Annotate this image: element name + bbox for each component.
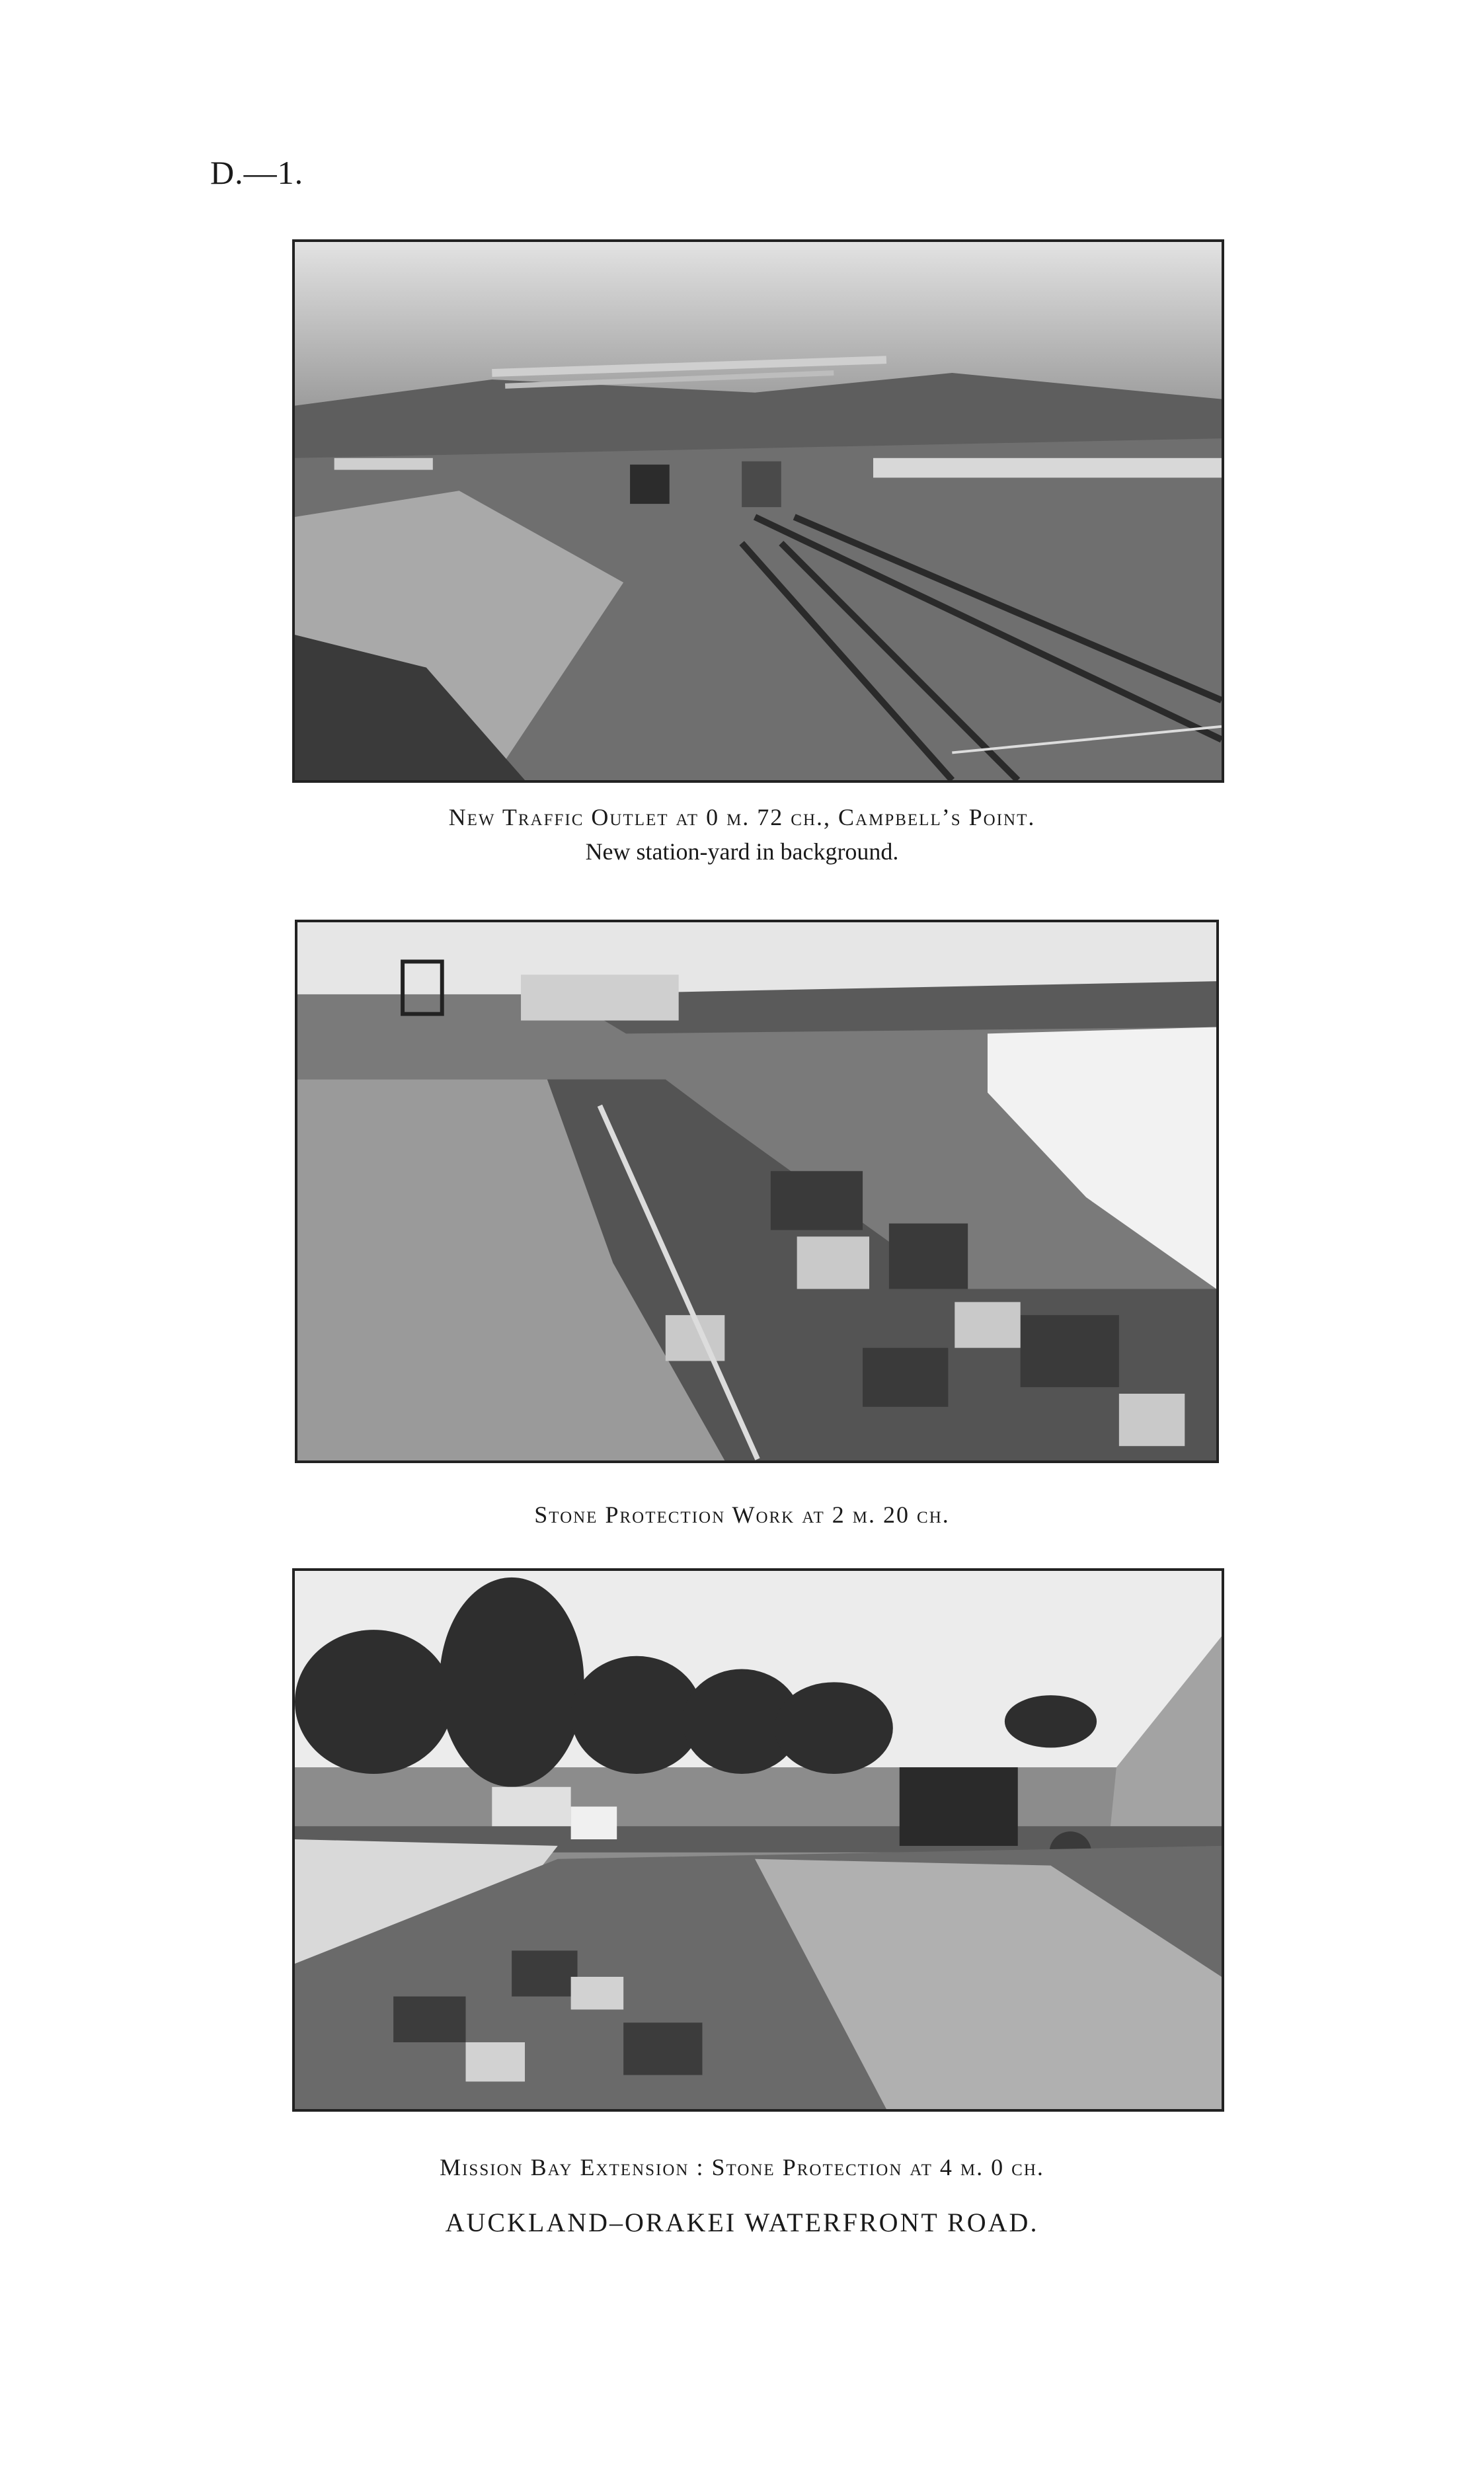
figure-1-subcaption: New station-yard in background. bbox=[585, 838, 899, 865]
figure-2-caption: Stone Protection Work at 2 m. 20 ch. bbox=[534, 1501, 950, 1528]
page-reference: D.—1. bbox=[210, 154, 304, 191]
photo-traffic-outlet bbox=[292, 239, 1224, 783]
figure-3-caption: Mission Bay Extension : Stone Protection at 4 m. 0 ch. bbox=[440, 2154, 1044, 2180]
figure-1-caption: New Traffic Outlet at 0 m. 72 ch., Campbell’s Point. bbox=[448, 804, 1036, 830]
photo-stone-protection bbox=[295, 920, 1219, 1463]
page-title: AUCKLAND–ORAKEI WATERFRONT ROAD. bbox=[445, 2208, 1039, 2237]
photo-mission-bay-extension bbox=[292, 1568, 1224, 2112]
